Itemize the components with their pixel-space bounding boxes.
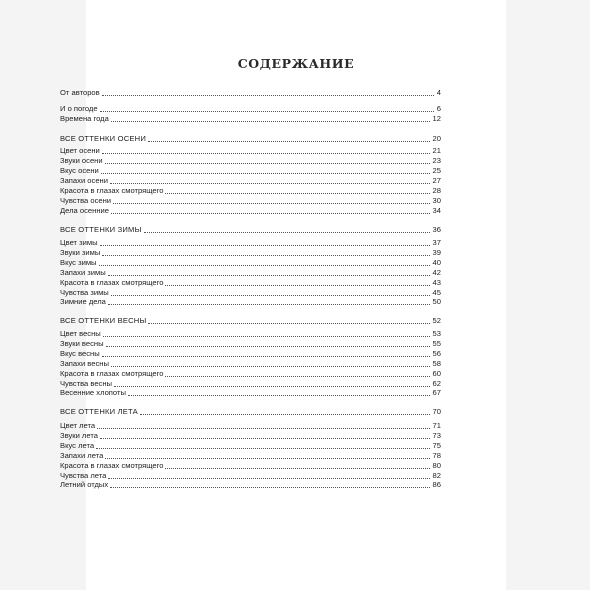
toc-entry-page: 55 bbox=[432, 339, 441, 348]
toc-entry-label: ВСЕ ОТТЕНКИ ЗИМЫ bbox=[60, 225, 142, 234]
leader-dots bbox=[128, 393, 430, 396]
toc-entry bbox=[60, 248, 441, 258]
toc-entry-label: Цвет лета bbox=[60, 421, 96, 430]
toc-entry-label: Чувства лета bbox=[60, 471, 107, 480]
toc-entry-label: Вкус весны bbox=[60, 349, 100, 358]
toc-entry-page: 86 bbox=[432, 480, 441, 489]
toc-entry-page: 43 bbox=[432, 278, 441, 287]
toc-entry-page: 37 bbox=[432, 238, 441, 247]
toc-entry-page: 56 bbox=[432, 349, 441, 358]
toc-entry-label: Зимние дела bbox=[60, 297, 106, 306]
toc-entry bbox=[60, 388, 441, 398]
toc-entry-page: 4 bbox=[436, 88, 441, 97]
toc-entry-page: 36 bbox=[432, 225, 441, 234]
leader-dots bbox=[99, 263, 430, 266]
toc-entry-page: 78 bbox=[432, 451, 441, 460]
toc-entry-page: 60 bbox=[432, 369, 441, 378]
toc-entry-label: Запахи осени bbox=[60, 176, 108, 185]
leader-dots bbox=[165, 466, 429, 469]
leader-dots bbox=[100, 436, 430, 439]
toc-entry bbox=[60, 461, 441, 471]
toc-entry bbox=[60, 238, 441, 248]
toc-entry-page: 30 bbox=[432, 196, 441, 205]
toc-entry-label: Цвет осени bbox=[60, 146, 100, 155]
leader-dots bbox=[144, 230, 430, 233]
toc-entry-page: 58 bbox=[432, 359, 441, 368]
toc-entry bbox=[60, 206, 441, 216]
leader-dots bbox=[148, 139, 430, 142]
leader-dots bbox=[97, 426, 429, 429]
toc-entry bbox=[60, 268, 441, 278]
toc-entry-page: 12 bbox=[432, 114, 441, 123]
toc-entry-label: Вкус осени bbox=[60, 166, 99, 175]
toc-entry bbox=[60, 451, 441, 461]
toc-entry-page: 80 bbox=[432, 461, 441, 470]
toc-entry-page: 50 bbox=[432, 297, 441, 306]
toc-entry bbox=[60, 369, 441, 379]
toc-entry-label: Запахи лета bbox=[60, 451, 104, 460]
toc-entry bbox=[60, 278, 441, 288]
toc-entry bbox=[60, 431, 441, 441]
leader-dots bbox=[105, 456, 429, 459]
toc-entry-label: От авторов bbox=[60, 88, 100, 97]
toc-entry bbox=[60, 88, 441, 98]
toc-section-heading bbox=[60, 225, 441, 235]
toc-entry-label: Звуки лета bbox=[60, 431, 98, 440]
leader-dots bbox=[103, 334, 430, 337]
toc-entry-page: 52 bbox=[432, 316, 441, 325]
toc-entry bbox=[60, 176, 441, 186]
toc-entry-label: Звуки осени bbox=[60, 156, 103, 165]
toc-entry bbox=[60, 104, 441, 114]
leader-dots bbox=[140, 412, 430, 415]
toc-entry bbox=[60, 156, 441, 166]
leader-dots bbox=[100, 243, 430, 246]
leader-dots bbox=[111, 293, 430, 296]
toc-entry-page: 21 bbox=[432, 146, 441, 155]
leader-dots bbox=[108, 476, 429, 479]
toc-entry-label: Времена года bbox=[60, 114, 109, 123]
page-title: СОДЕРЖАНИЕ bbox=[237, 56, 355, 71]
leader-dots bbox=[165, 191, 429, 194]
toc-entry-label: Запахи зимы bbox=[60, 268, 106, 277]
toc-entry-label: Вкус зимы bbox=[60, 258, 97, 267]
leader-dots bbox=[165, 283, 429, 286]
toc-entry-label: Красота в глазах смотрящего bbox=[60, 186, 164, 195]
leader-dots bbox=[110, 485, 429, 488]
leader-dots bbox=[148, 321, 429, 324]
toc-entry-label: Красота в глазах смотрящего bbox=[60, 278, 164, 287]
toc-entry-page: 28 bbox=[432, 186, 441, 195]
toc-entry bbox=[60, 359, 441, 369]
toc-entry-page: 40 bbox=[432, 258, 441, 267]
toc-entry-page: 71 bbox=[432, 421, 441, 430]
toc-entry-label: Дела осенние bbox=[60, 206, 109, 215]
toc-entry-label: Чувства осени bbox=[60, 196, 112, 205]
leader-dots bbox=[101, 171, 430, 174]
leader-dots bbox=[110, 181, 430, 184]
leader-dots bbox=[102, 253, 429, 256]
toc-entry-page: 62 bbox=[432, 379, 441, 388]
toc-entry-page: 23 bbox=[432, 156, 441, 165]
toc-entry bbox=[60, 166, 441, 176]
toc-entry-label: Чувства зимы bbox=[60, 288, 109, 297]
toc-entry bbox=[60, 196, 441, 206]
toc-entry-label: Весенние хлопоты bbox=[60, 388, 126, 397]
toc-entry-page: 34 bbox=[432, 206, 441, 215]
leader-dots bbox=[114, 384, 430, 387]
toc-entry-page: 42 bbox=[432, 268, 441, 277]
leader-dots bbox=[96, 446, 429, 449]
toc-entry bbox=[60, 441, 441, 451]
toc-entry-label: Летний отдых bbox=[60, 480, 109, 489]
toc-entry-label: Красота в глазах смотрящего bbox=[60, 461, 164, 470]
leader-dots bbox=[106, 344, 430, 347]
toc-section-heading bbox=[60, 134, 441, 144]
toc-entry-label: И о погоде bbox=[60, 104, 98, 113]
toc-entry bbox=[60, 186, 441, 196]
toc-entry-page: 45 bbox=[432, 288, 441, 297]
toc-entry-page: 27 bbox=[432, 176, 441, 185]
leader-dots bbox=[102, 151, 430, 154]
toc-entry-label: ВСЕ ОТТЕНКИ ВЕСНЫ bbox=[60, 316, 147, 325]
toc-section-heading bbox=[60, 316, 441, 326]
toc-entry-page: 20 bbox=[432, 134, 441, 143]
toc-entry bbox=[60, 114, 441, 124]
toc-entry-label: Звуки зимы bbox=[60, 248, 101, 257]
toc-entry-page: 53 bbox=[432, 329, 441, 338]
leader-dots bbox=[165, 374, 429, 377]
leader-dots bbox=[108, 273, 430, 276]
leader-dots bbox=[105, 161, 430, 164]
toc-section-heading bbox=[60, 407, 441, 417]
toc-entry bbox=[60, 480, 441, 490]
toc-entry bbox=[60, 349, 441, 359]
toc-entry-label: Чувства весны bbox=[60, 379, 112, 388]
leader-dots bbox=[100, 109, 434, 112]
toc-entry bbox=[60, 258, 441, 268]
leader-dots bbox=[102, 93, 434, 96]
toc-entry bbox=[60, 421, 441, 431]
leader-dots bbox=[102, 354, 430, 357]
toc-entry-page: 70 bbox=[432, 407, 441, 416]
toc-entry-page: 73 bbox=[432, 431, 441, 440]
leader-dots bbox=[113, 201, 430, 204]
toc-entry-label: ВСЕ ОТТЕНКИ ОСЕНИ bbox=[60, 134, 146, 143]
leader-dots bbox=[111, 119, 430, 122]
toc-entry-label: Звуки весны bbox=[60, 339, 104, 348]
toc-entry bbox=[60, 339, 441, 349]
toc-entry-label: ВСЕ ОТТЕНКИ ЛЕТА bbox=[60, 407, 138, 416]
toc-entry bbox=[60, 329, 441, 339]
toc-entry-page: 25 bbox=[432, 166, 441, 175]
toc-entry-label: Красота в глазах смотрящего bbox=[60, 369, 164, 378]
toc-entry-label: Вкус лета bbox=[60, 441, 95, 450]
toc-entry-page: 82 bbox=[432, 471, 441, 480]
leader-dots bbox=[108, 302, 430, 305]
toc-entry-page: 67 bbox=[432, 388, 441, 397]
leader-dots bbox=[111, 364, 430, 367]
toc-entry bbox=[60, 297, 441, 307]
toc-entry-label: Цвет зимы bbox=[60, 238, 98, 247]
leader-dots bbox=[111, 211, 430, 214]
toc-entry-page: 39 bbox=[432, 248, 441, 257]
toc-entry-page: 75 bbox=[432, 441, 441, 450]
toc-entry-label: Цвет весны bbox=[60, 329, 101, 338]
toc-entry bbox=[60, 146, 441, 156]
toc-entry-label: Запахи весны bbox=[60, 359, 109, 368]
toc-entry-page: 6 bbox=[436, 104, 441, 113]
